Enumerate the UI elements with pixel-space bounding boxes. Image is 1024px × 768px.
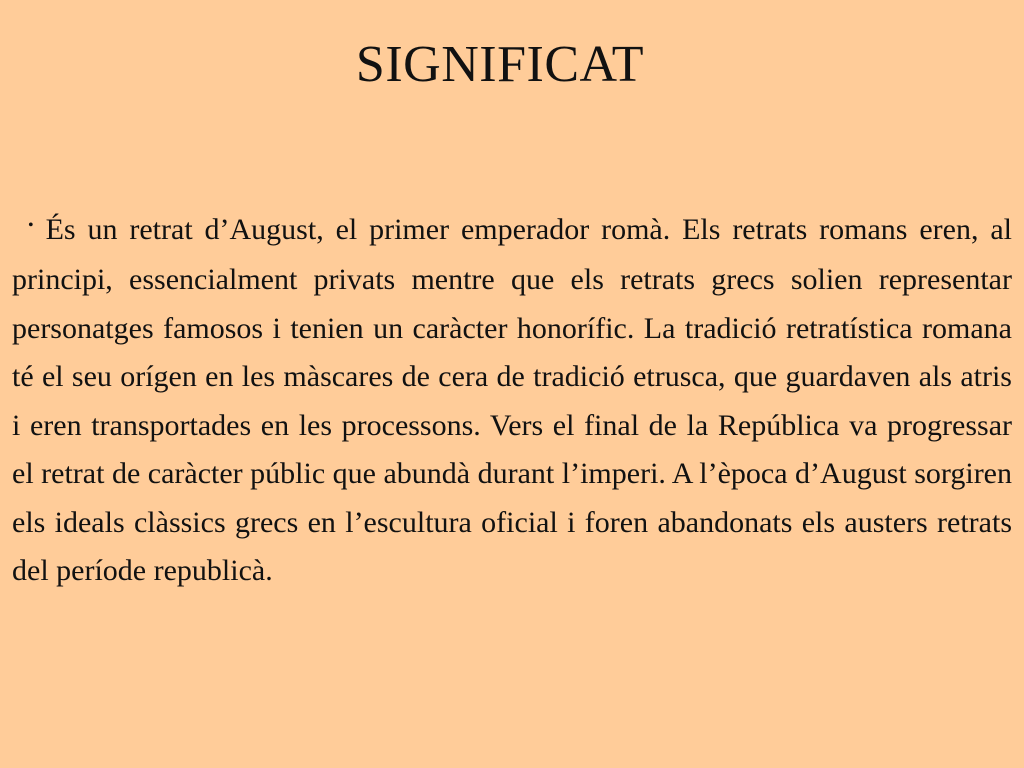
bullet-icon: • xyxy=(28,216,34,234)
paragraph-text: És un retrat d’August, el primer emperador romà. Els retrats romans eren, al principi, essencialment privats mentre que els retrats grecs solien representar personatges famosos i tenien un caràcter honorífic. La tradició retratística romana té el seu orígen en les màscares de cera de tradició etrusca, que guardaven als atris i eren transportades en les processons. Vers el final de la República va progressar el retrat de caràcter públic que abundà durant l’imperi. A l’època d’August sorgiren els ideals clàssics grecs en l’escultura oficial i foren abandonats els austers retrats del període republicà. xyxy=(12,213,1012,588)
slide-title: SIGNIFICAT xyxy=(355,36,645,93)
slide-paragraph xyxy=(12,206,1012,596)
